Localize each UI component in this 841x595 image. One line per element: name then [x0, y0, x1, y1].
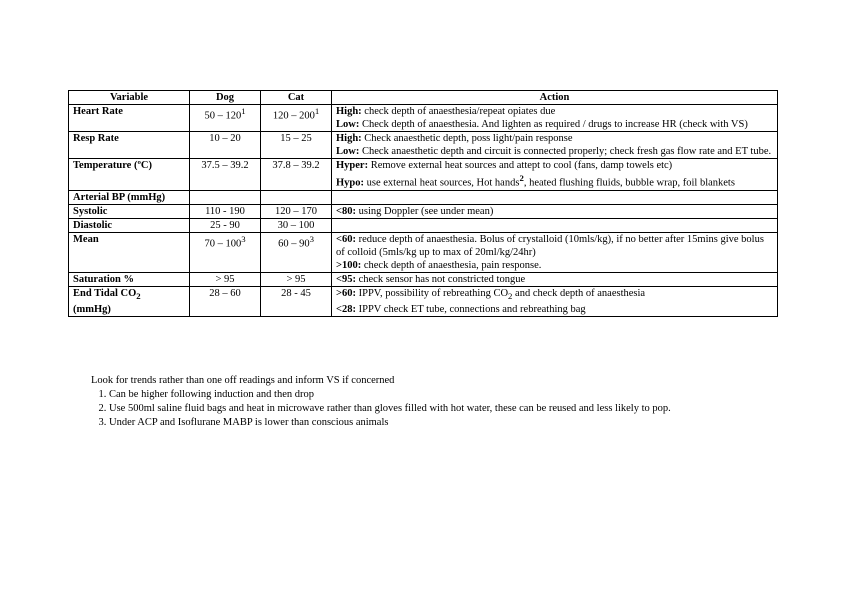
variable-cell	[69, 286, 190, 316]
dog-range: 10 – 20	[209, 133, 241, 144]
dog-range: 25 - 90	[210, 219, 240, 231]
cat-range-cell	[261, 132, 332, 159]
action-line	[336, 105, 773, 118]
action-line	[336, 233, 773, 259]
cat-range: 120 – 170	[275, 205, 317, 217]
action-cell	[332, 272, 778, 286]
action-line	[336, 172, 773, 190]
action-text: Check anaesthetic depth and circuit is connected properly; check fresh gas flow rate and ET tube.	[359, 146, 772, 157]
action-text: use external heat sources, Hot hands	[364, 177, 520, 189]
action-text: check depth of anaesthesia/repeat opiates due	[361, 106, 556, 117]
action-line	[336, 118, 773, 131]
action-label: Low:	[336, 146, 360, 157]
footnote-item: 3. Under ACP and Isoflurane MABP is lower than conscious animals	[109, 416, 791, 430]
variable-name: Mean	[73, 233, 99, 245]
notes-intro: Look for trends rather than one off readings and inform VS if concerned	[91, 375, 395, 386]
dog-range-cell	[190, 272, 261, 286]
variable-name: Saturation %	[73, 273, 134, 285]
dog-range-cell	[190, 105, 261, 132]
action-cell	[332, 132, 778, 159]
dog-range: 28 – 60	[209, 287, 241, 299]
action-label: <28:	[336, 303, 356, 315]
action-cell	[332, 159, 778, 191]
cat-range: 37.8 – 39.2	[272, 160, 320, 171]
variable-unit: (mmHg)	[73, 303, 111, 315]
variable-cell	[69, 218, 190, 232]
variable-name: Systolic	[73, 205, 108, 217]
variable-cell	[69, 190, 190, 204]
action-label: Low:	[336, 119, 360, 130]
footnote-ref: 3	[309, 233, 314, 244]
table-row	[69, 132, 778, 159]
variable-name: Heart Rate	[73, 106, 123, 117]
action-line	[336, 287, 773, 303]
action-label: High:	[336, 106, 362, 117]
dog-range: 70 – 100	[204, 238, 242, 249]
footnote-list	[91, 388, 791, 430]
table-row	[69, 190, 778, 204]
vital-signs-table	[68, 90, 778, 317]
table-row	[69, 159, 778, 191]
footnote-ref: 1	[241, 106, 246, 116]
action-cell	[332, 218, 778, 232]
table-row	[69, 105, 778, 132]
action-label: <95:	[336, 273, 356, 285]
variable-cell	[69, 272, 190, 286]
action-cell	[332, 105, 778, 132]
action-label: Hyper:	[336, 160, 369, 171]
variable-name: End Tidal CO	[73, 287, 137, 299]
cat-range: 28 - 45	[281, 287, 311, 299]
cat-range: 30 – 100	[277, 219, 315, 231]
action-text: and check depth of anaesthesia	[512, 287, 646, 299]
action-line	[336, 132, 773, 145]
dog-range-cell	[190, 204, 261, 218]
dog-range-cell	[190, 132, 261, 159]
action-cell	[332, 286, 778, 316]
action-line	[336, 145, 773, 158]
action-text: reduce depth of anaesthesia. Bolus of crystalloid (10mls/kg), if no better after 15mins give bolus of colloid (5mls/kg up to max of 20ml/kg/24hr)	[336, 233, 764, 258]
variable-cell	[69, 159, 190, 191]
dog-range-cell	[190, 232, 261, 272]
cat-range: 15 – 25	[280, 133, 312, 144]
action-text: check depth of anaesthesia, pain response.	[361, 259, 542, 271]
footnote-item: 1. Can be higher following induction and then drop	[109, 388, 791, 402]
action-text: Remove external heat sources and attept to cool (fans, damp towels etc)	[368, 160, 673, 171]
dog-range: 50 – 120	[204, 110, 242, 122]
action-cell	[332, 232, 778, 272]
action-label: High:	[336, 133, 362, 144]
action-label: >60:	[336, 287, 356, 299]
cat-range: > 95	[286, 273, 306, 285]
action-text: Check anaesthetic depth, poss light/pain response	[361, 133, 573, 144]
action-line	[336, 303, 773, 316]
action-label: <60:	[336, 233, 356, 245]
header-variable: Variable	[69, 91, 190, 105]
dog-range-cell	[190, 159, 261, 191]
action-label: <80:	[336, 205, 356, 217]
table-row	[69, 204, 778, 218]
header-dog: Dog	[190, 91, 261, 105]
footnote-ref: 1	[314, 106, 320, 116]
footnote-ref: 2	[519, 173, 524, 183]
cat-range-cell	[261, 159, 332, 191]
dog-range-cell	[190, 286, 261, 316]
action-cell	[332, 190, 778, 204]
footnote-ref: 3	[241, 233, 246, 244]
cat-range-cell	[261, 272, 332, 286]
table-row	[69, 218, 778, 232]
table-row	[69, 232, 778, 272]
action-text: IPPV check ET tube, connections and rebreathing bag	[355, 303, 586, 315]
variable-name: Arterial BP (mmHg)	[73, 191, 166, 203]
action-text: Check depth of anaesthesia. And lighten as required / drugs to increase HR (check with VS)	[359, 119, 748, 130]
action-line	[336, 259, 773, 272]
cat-range-cell	[261, 286, 332, 316]
variable-name: Temperature (ºC)	[73, 160, 152, 171]
dog-range-cell	[190, 190, 261, 204]
footnotes	[91, 374, 791, 430]
variable-name: Resp Rate	[73, 133, 119, 144]
action-cell	[332, 204, 778, 218]
cat-range-cell	[261, 105, 332, 132]
header-cat: Cat	[261, 91, 332, 105]
action-text: IPPV, possibility of rebreathing CO	[355, 287, 509, 299]
cat-range-cell	[261, 232, 332, 272]
table-row	[69, 286, 778, 316]
footnote-item: 2. Use 500ml saline fluid bags and heat in microwave rather than gloves filled with hot water, these can be reused and less likely to pop.	[109, 402, 791, 416]
cat-range: 120 – 200	[272, 110, 315, 122]
action-label: Hypo:	[336, 177, 365, 189]
action-line	[336, 159, 773, 172]
subscript: 2	[508, 290, 513, 301]
cat-range-cell	[261, 190, 332, 204]
table-header-row	[69, 91, 778, 105]
cat-range-cell	[261, 218, 332, 232]
dog-range-cell	[190, 218, 261, 232]
action-label: >100:	[336, 259, 362, 271]
variable-cell	[69, 105, 190, 132]
variable-cell	[69, 132, 190, 159]
cat-range: 60 – 90	[278, 238, 310, 249]
action-text: , heated flushing fluids, bubble wrap, foil blankets	[523, 177, 735, 189]
dog-range: > 95	[215, 273, 235, 285]
action-line	[336, 273, 773, 286]
dog-range: 37.5 – 39.2	[201, 160, 249, 171]
action-text: using Doppler (see under mean)	[355, 205, 494, 217]
variable-name: Diastolic	[73, 219, 113, 231]
variable-cell	[69, 232, 190, 272]
dog-range: 110 - 190	[205, 205, 245, 217]
header-action: Action	[332, 91, 778, 105]
variable-cell	[69, 204, 190, 218]
table-row	[69, 272, 778, 286]
cat-range-cell	[261, 204, 332, 218]
variable-subscript: 2	[136, 290, 141, 301]
action-text: check sensor has not constricted tongue	[355, 273, 526, 285]
action-line	[336, 205, 773, 218]
